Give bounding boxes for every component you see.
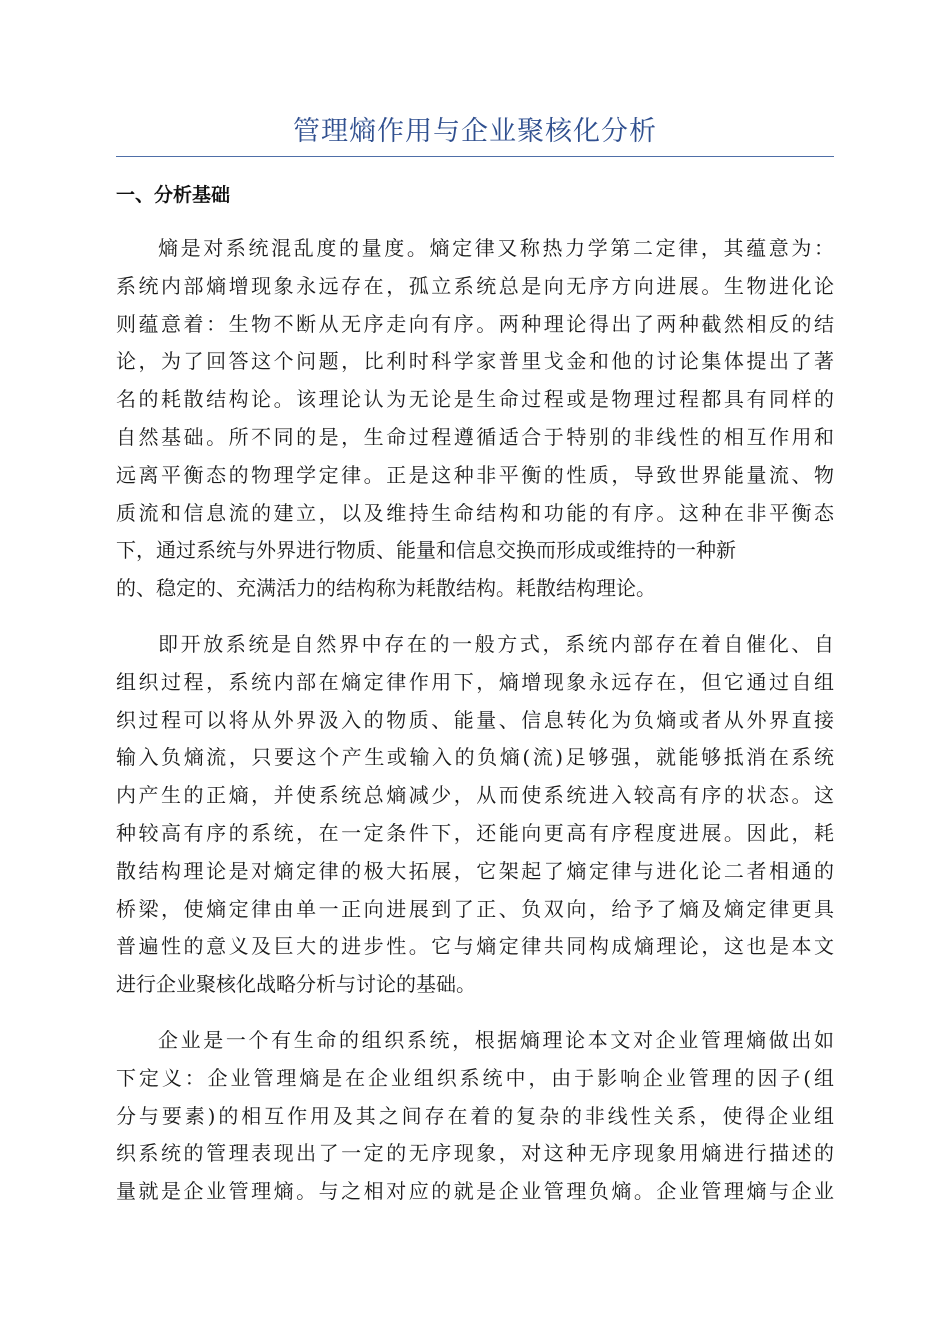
title-block (116, 112, 834, 157)
text-line: 的、稳定的、充满活力的结构称为耗散结构。耗散结构理论。 (116, 576, 656, 601)
text-line: 质流和信息流的建立，以及维持生命结构和功能的有序。这种在非平衡态 (116, 500, 834, 525)
paragraph-1 (116, 230, 834, 608)
text-line: 远离平衡态的物理学定律。正是这种非平衡的性质，导致世界能量流、物 (116, 462, 834, 487)
paragraph-3 (116, 1022, 834, 1211)
text-line: 下，通过系统与外界进行物质、能量和信息交换而形成或维持的一种新 (116, 538, 736, 563)
text-line: 内产生的正熵，并使系统总熵减少，从而使系统进入较高有序的状态。这 (116, 783, 834, 808)
text-line: 种较高有序的系统，在一定条件下，还能向更高有序程度进展。因此，耗 (116, 820, 834, 845)
section-heading: 一、分析基础 (116, 184, 231, 206)
text-line: 织系统的管理表现出了一定的无序现象，对这种无序现象用熵进行描述的 (116, 1141, 834, 1166)
text-line: 即开放系统是自然界中存在的一般方式，系统内部存在着自催化、自 (158, 631, 834, 656)
text-line: 论，为了回答这个问题，比利时科学家普里戈金和他的讨论集体提出了著 (116, 349, 834, 374)
text-line: 自然基础。所不同的是，生命过程遵循适合于特别的非线性的相互作用和 (116, 424, 834, 449)
text-line: 桥梁，使熵定律由单一正向进展到了正、负双向，给予了熵及熵定律更具 (116, 896, 834, 921)
text-line: 普遍性的意义及巨大的进步性。它与熵定律共同构成熵理论，这也是本文 (116, 934, 834, 959)
text-line: 织过程可以将从外界汲入的物质、能量、信息转化为负熵或者从外界直接 (116, 707, 834, 732)
text-line: 进行企业聚核化战略分析与讨论的基础。 (116, 972, 476, 997)
text-line: 名的耗散结构论。该理论认为无论是生命过程或是物理过程都具有同样的 (116, 387, 834, 412)
text-line: 散结构理论是对熵定律的极大拓展，它架起了熵定律与进化论二者相通的 (116, 858, 834, 883)
page-title: 管理熵作用与企业聚核化分析 (293, 116, 657, 147)
text-line: 熵是对系统混乱度的量度。熵定律又称热力学第二定律，其蕴意为： (158, 236, 834, 260)
text-line: 分与要素)的相互作用及其之间存在着的复杂的非线性关系，使得企业组 (116, 1103, 834, 1128)
text-line: 量就是企业管理熵。与之相对应的就是企业管理负熵。企业管理熵与企业 (116, 1179, 834, 1204)
text-line: 下定义：企业管理熵是在企业组织系统中，由于影响企业管理的因子(组 (116, 1065, 834, 1090)
text-line: 输入负熵流，只要这个产生或输入的负熵(流)足够强，就能够抵消在系统 (116, 745, 834, 770)
paragraph-2 (116, 626, 834, 1004)
document-body (116, 230, 834, 1229)
text-line: 系统内部熵增现象永远存在，孤立系统总是向无序方向进展。生物进化论 (116, 273, 834, 298)
text-line: 企业是一个有生命的组织系统，根据熵理论本文对企业管理熵做出如 (158, 1027, 834, 1052)
text-line: 则蕴意着：生物不断从无序走向有序。两种理论得出了两种截然相反的结 (116, 311, 834, 336)
text-line: 组织过程，系统内部在熵定律作用下，熵增现象永远存在，但它通过自组 (116, 669, 834, 694)
